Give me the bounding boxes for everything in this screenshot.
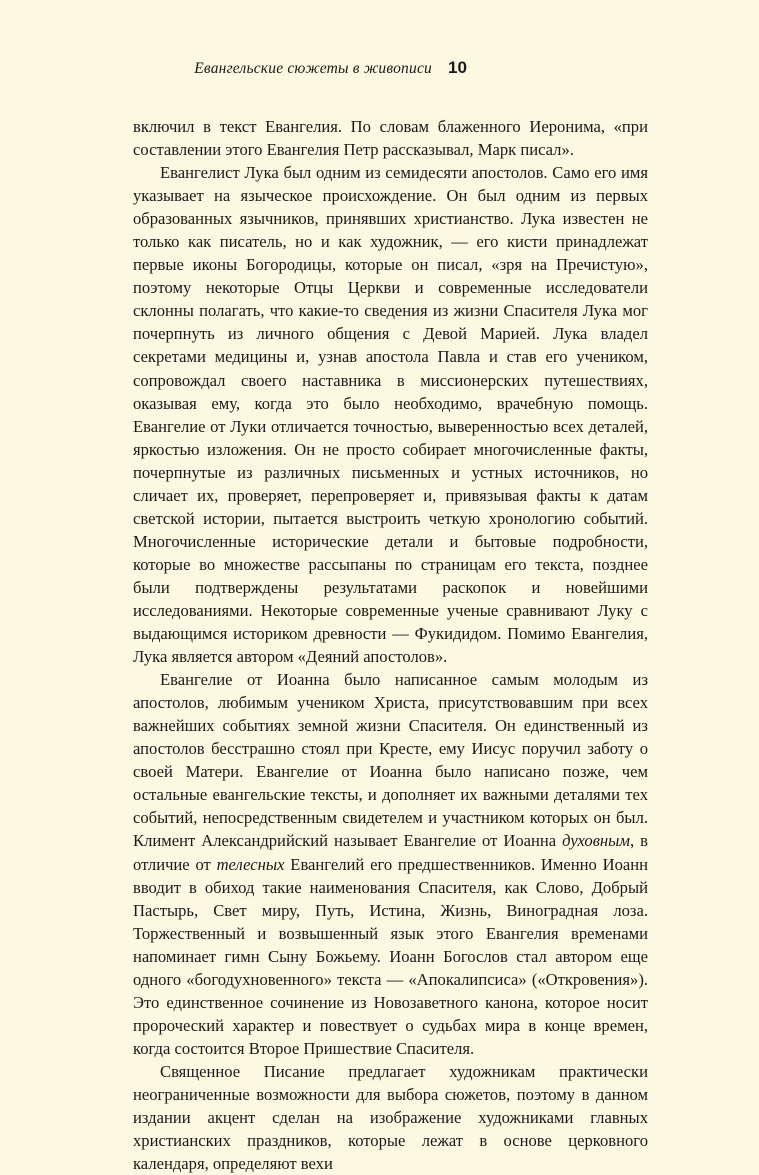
paragraph-text: Евангелие от Иоанна было написанное самым молодым из апостолов, любимым учеником Христа, присутствовавшим при всех важнейших событиях земной жизни Спасителя. Он единственный из апостолов бесстрашно стоял при Кресте, ему Иисус поручил заботу о своей Матери. Евангелие от Иоанна было написано позже, чем остальные евангельские тексты, и дополняет их важными деталями тех событий, непосредственным свидетелем и участником которых он был. Климент Александрийский называет Евангелие от Иоанна bbox=[133, 670, 648, 851]
paragraph-text: Евангелист Лука был одним из семидесяти апостолов. Само его имя указывает на языческое происхождение. Он был одним из первых образованных язычников, принявших христианство. Лука известен не только как писатель, но и как художник, — его кисти принадлежат первые иконы Богородицы, которые он писал, «зря на Пречистую», поэтому некоторые Отцы Церкви и современные исследователи склонны полагать, что какие-то сведения из жизни Спасителя Лука мог почерпнуть из личного общения с Девой Марией. Лука владел секретами медицины и, узнав апостола Павла и став его учеником, сопровождал своего наставника в миссионерских путешествиях, оказывая ему, когда это было необходимо, врачебную помощь. Евангелие от Луки отличается точностью, выверенностью всех деталей, яркостью изложения. Он не просто собирает многочисленные факты, почерпнутые из различных письменных и устных источников, но сличает их, проверяет, перепроверяет и, привязывая факты к датам светской истории, пытается выстроить четкую хронологию событий. Многочисленные исторические детали и бытовые подробности, которые во множестве рассыпаны по страницам его текста, позднее были подтверждены результатами раскопок и новейшими исследованиями. Некоторые современные ученые сравнивают Луку с выдающимся историком древности — Фукидидом. Помимо Евангелия, Лука является автором «Деяний апостолов». bbox=[133, 163, 648, 667]
paragraph-2 bbox=[133, 161, 648, 668]
paragraph-1 bbox=[133, 115, 648, 161]
paragraph-text: Евангелий его предшественников. Именно Иоанн вводит в обиход такие наименования Спасителя, как Слово, Добрый Пастырь, Свет миру, Путь, Истина, Жизнь, Виноградная лоза. Торжественный и возвышенный язык этого Евангелия временами напоминает гимн Сыну Божьему. Иоанн Богослов стал автором еще одного «богодухновенного» текста — «Апокалипсиса» («Откровения»). Это единственное сочинение из Новозаветного канона, которое носит пророческий характер и повествует о судьбах мира в конце времен, когда состоится Второе Пришествие Спасителя. bbox=[133, 854, 648, 1058]
paragraph-text: Священное Писание предлагает художникам практически неограниченные возможности для выбора сюжетов, поэтому в данном издании акцент сделан на изображение художниками главных христианских праздников, которые лежат в основе церковного календаря, определяют вехи bbox=[133, 1061, 648, 1174]
paragraph-text: , в отличие от bbox=[133, 831, 648, 874]
emphasis-text: духовным bbox=[562, 831, 630, 851]
page-number: 10 bbox=[448, 58, 467, 77]
running-title: Евангельские сюжеты в живописи bbox=[194, 60, 432, 77]
body-text bbox=[133, 115, 648, 1175]
emphasis-text: телесных bbox=[216, 854, 285, 874]
paragraph-4 bbox=[133, 1060, 648, 1175]
paragraph-3 bbox=[133, 668, 648, 1060]
paragraph-text: включил в текст Евангелия. По словам блаженного Иеронима, «при составлении этого Евангелия Петр рассказывал, Марк писал». bbox=[133, 117, 648, 160]
page-header bbox=[0, 58, 759, 84]
